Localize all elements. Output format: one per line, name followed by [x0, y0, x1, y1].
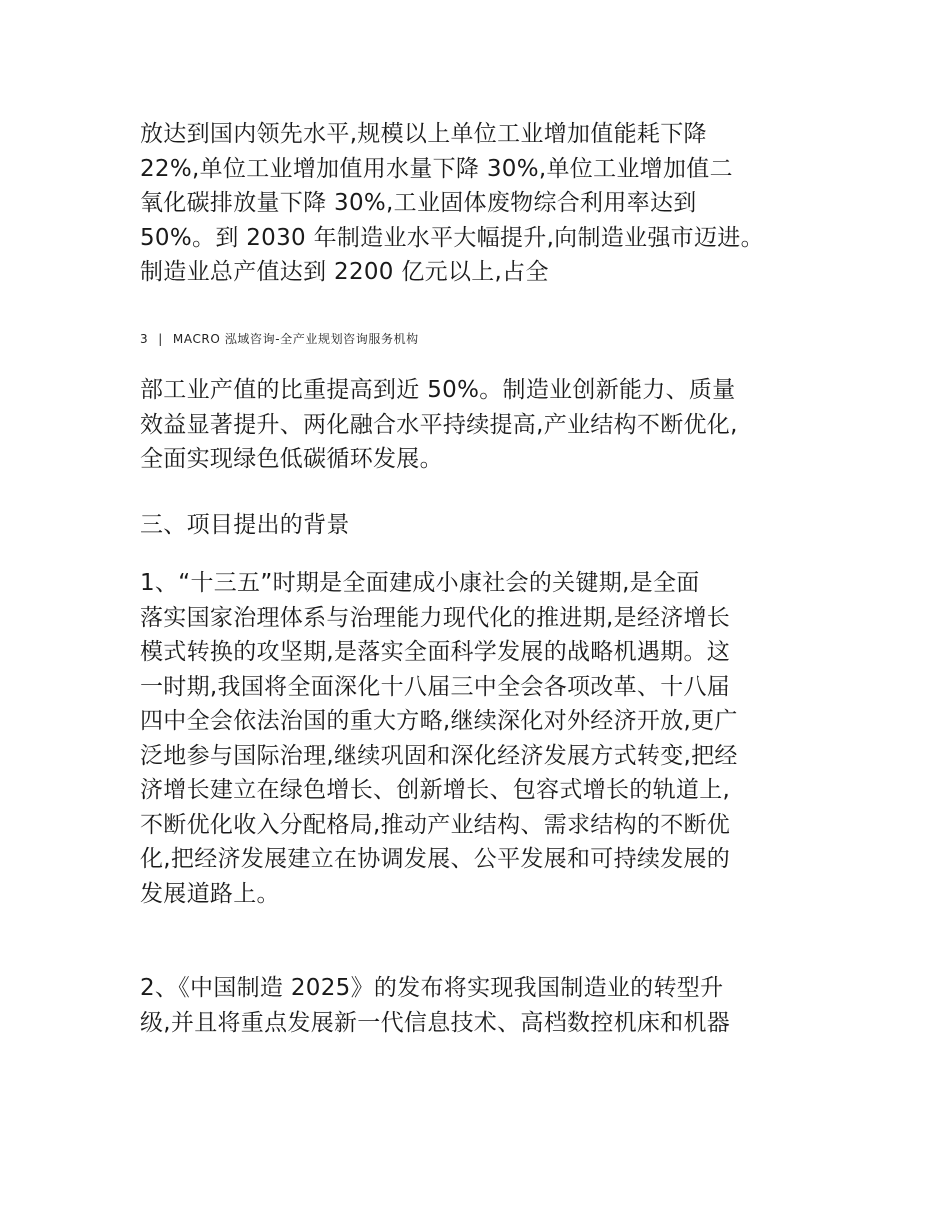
- section-heading: 三、项目提出的背景: [140, 512, 350, 538]
- footer-separator: |: [158, 332, 163, 346]
- page-number: 3: [140, 332, 149, 346]
- paragraph-background-1: 1、“十三五”时期是全面建成小康社会的关键期,是全面 落实国家治理体系与治理能力现代化的推进期,是经济增长 模式转换的攻坚期,是落实全面科学发展的战略机遇期。这 一时期,我国将全面深化十八届三中全会各项改革、十八届 四中全会依法治国的重大方略,继续深化对外经济开放,更广 泛地参与国际治理,继续巩固和深化经济发展方式转变,把经 济增长建立在绿色增长、创新增长、包容式增长的轨道上, 不断优化收入分配格局,推动产业结构、需求结构的不断优 化,把经济发展建立在协调发展、公平发展和可持续发展的 发展道路上。: [140, 570, 738, 907]
- footer-text: MACRO 泓域咨询-全产业规划咨询服务机构: [172, 332, 419, 346]
- paragraph-targets-end: 部工业产值的比重提高到近 50%。制造业创新能力、质量 效益显著提升、两化融合水平持续提高,产业结构不断优化, 全面实现绿色低碳循环发展。: [140, 377, 738, 472]
- paragraph-continued-targets: 放达到国内领先水平,规模以上单位工业增加值能耗下降 22%,单位工业增加值用水量下降 30%,单位工业增加值二 氧化碳排放量下降 30%,工业固体废物综合利用率达到 50%。到 2030 年制造业水平大幅提升,向制造业强市迈进。 制造业总产值达到 2200 亿元以上,占全: [140, 121, 764, 285]
- paragraph-background-2: 2、《中国制造 2025》的发布将实现我国制造业的转型升 级,并且将重点发展新一代信息技术、高档数控机床和机器: [140, 975, 731, 1036]
- page-footer: [140, 331, 419, 347]
